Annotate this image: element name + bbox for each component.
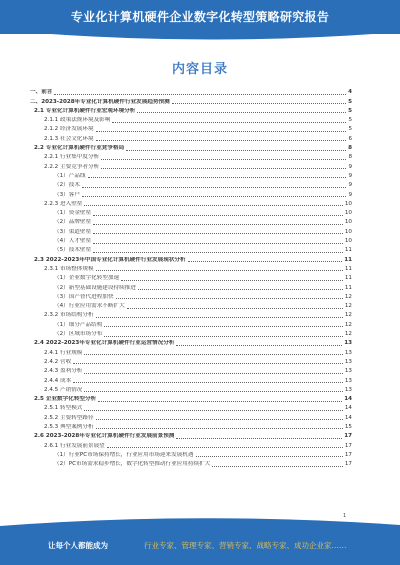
toc-entry-label: 2.5.2 主要转型路径 [44,414,94,421]
toc-entry-label: 2.4.1 行业规模 [44,349,83,356]
toc-entry-page: 6 [348,135,352,142]
toc-leader-dots [137,112,346,113]
toc-entry-page: 12 [344,303,352,310]
toc-entry-page: 10 [344,228,352,235]
toc-entry-page: 13 [344,368,352,375]
toc-entry-label: 二、2023-2028年专业化计算机硬件行业发展趋势预测 [30,98,170,105]
toc-entry-page: 13 [344,386,352,393]
toc-entry-page: 13 [344,377,352,384]
toc-entry-label: （2）新型基础设施建设持续推进 [54,284,136,291]
toc-entry[interactable] [30,319,352,328]
footer-slogan-highlight: 行业专家、管理专家、营销专家、战略专家、成功企业家…… [144,541,347,550]
toc-entry[interactable] [30,357,352,366]
toc-entry-label: （3）客户 [54,191,80,198]
toc-entry[interactable] [30,87,352,96]
toc-entry-page: 5 [348,126,352,133]
toc-entry[interactable] [30,189,352,198]
toc-entry[interactable] [30,403,352,412]
toc-entry-label: （2）PC市场需求稳步增长，数字化转型推动行业应用持续扩大 [54,461,211,468]
toc-entry[interactable] [30,217,352,226]
toc-leader-dots [127,308,343,309]
toc-leader-dots [88,177,347,178]
toc-entry-label: 2.2.3 进入壁垒 [44,200,83,207]
toc-leader-dots [93,233,343,234]
toc-entry[interactable] [30,152,352,161]
toc-entry-page: 4 [348,89,352,96]
toc-entry-label: 2.1.2 经济发展环境 [44,126,94,133]
toc-entry-page: 12 [344,312,352,319]
toc-entry-page: 10 [344,200,352,207]
toc-entry-label: 2.4.3 盈利分析 [44,368,83,375]
toc-entry[interactable] [30,96,352,105]
toc-entry-label: （5）技术壁垒 [54,247,92,254]
toc-entry-page: 17 [344,442,352,449]
toc-leader-dots [196,456,343,457]
toc-title: 内容目录 [171,62,228,77]
toc-entry[interactable] [30,412,352,421]
toc-entry-label: 2.2 专业化计算机硬件行业竞争格局 [34,145,125,152]
toc-entry-page: 8 [348,145,352,152]
toc-entry-label: （2）品牌壁垒 [54,219,92,226]
toc-entry-label: 2.6 2023-2028年专业化计算机硬件行业发展前景预测 [34,433,175,440]
toc-entry[interactable] [30,459,352,468]
toc-entry-label: 2.4 2022-2023年专业化计算机硬件行业运营情况分析 [34,340,175,347]
toc-entry[interactable] [30,440,352,449]
toc-entry-label: （1）资金壁垒 [54,210,92,217]
toc-entry-label: 2.4.2 营收 [44,358,72,365]
toc-leader-dots [104,326,343,327]
toc-entry-label: （4）行业应用需求不断扩大 [54,303,125,310]
toc-entry-label: 2.5 企业数字化转型分析 [34,396,97,403]
toc-entry[interactable] [30,143,352,152]
toc-entry-page: 10 [344,238,352,245]
toc-entry-label: （3）渠道壁垒 [54,228,92,235]
toc-leader-dots [96,419,343,420]
toc-leader-dots [101,159,346,160]
toc-entry[interactable] [30,171,352,180]
toc-entry-label: 2.1 专业化计算机硬件行业宏观环境分析 [34,107,136,114]
toc-entry-page: 9 [348,182,352,189]
toc-leader-dots [96,140,347,141]
toc-leader-dots [93,252,343,253]
toc-leader-dots [98,401,342,402]
toc-leader-dots [84,354,342,355]
toc-leader-dots [96,131,347,132]
toc-entry[interactable] [30,450,352,459]
toc-entry-label: 2.1.3 社会文化环境 [44,135,94,142]
toc-entry-page: 8 [348,154,352,161]
toc-entry-label: 2.5.1 转型模式 [44,405,83,412]
toc-entry[interactable] [30,375,352,384]
toc-leader-dots [84,410,342,411]
toc-leader-dots [176,438,342,439]
toc-entry[interactable] [30,273,352,282]
toc-entry-label: 2.4.5 产销情况 [44,386,83,393]
toc-entry-page: 9 [348,163,352,170]
toc-entry[interactable] [30,245,352,254]
toc-entry[interactable] [30,254,352,263]
toc-leader-dots [93,215,343,216]
toc-leader-dots [101,168,346,169]
toc-leader-dots [93,243,343,244]
toc-entry[interactable] [30,338,352,347]
toc-entry[interactable] [30,301,352,310]
toc-entry[interactable] [30,282,352,291]
toc-entry-page: 14 [344,405,352,412]
toc-entry-page: 5 [348,107,352,114]
toc-leader-dots [107,447,343,448]
toc-leader-dots [112,122,346,123]
table-of-contents [30,87,352,468]
toc-entry-page: 17 [344,433,352,440]
toc-leader-dots [96,428,343,429]
toc-leader-dots [172,103,346,104]
toc-entry[interactable] [30,347,352,356]
toc-entry-page: 17 [344,461,352,468]
toc-entry-page: 13 [344,340,352,347]
toc-entry-label: 2.2.1 行业集中度分析 [44,154,100,161]
toc-entry-label: （1）企业数字化转型加速 [54,275,120,282]
toc-entry[interactable] [30,264,352,273]
toc-entry-label: 2.3 2022-2023年中国专业化计算机硬件行业发展现状分析 [34,256,186,263]
toc-leader-dots [212,466,343,467]
toc-entry-page: 11 [344,284,352,291]
toc-entry-label: （4）人才壁垒 [54,238,92,245]
toc-leader-dots [121,280,343,281]
toc-entry-label: （2）技术 [54,182,80,189]
toc-entry[interactable] [30,236,352,245]
toc-entry-page: 15 [344,423,352,430]
toc-leader-dots [73,363,343,364]
toc-entry[interactable] [30,431,352,440]
toc-entry-page: 11 [344,256,352,263]
toc-entry-label: （2）区域市场分布 [54,331,103,338]
toc-entry-page: 12 [344,321,352,328]
footer-slogan: 让每个人都能成为 [48,541,108,550]
toc-entry-page: 14 [344,414,352,421]
toc-leader-dots [84,205,342,206]
toc-entry-label: 2.1.1 政策法规环境及影响 [44,117,111,124]
toc-entry[interactable] [30,422,352,431]
toc-entry-page: 10 [344,210,352,217]
toc-entry-label: 2.3.2 市场结构分析 [44,312,94,319]
toc-entry[interactable] [30,226,352,235]
toc-entry-label: 2.6.1 行业发展前景展望 [44,442,105,449]
toc-entry[interactable] [30,394,352,403]
toc-entry-page: 9 [348,172,352,179]
toc-entry[interactable] [30,133,352,142]
toc-entry-page: 5 [348,98,352,105]
toc-entry-label: 2.4.4 成本 [44,377,72,384]
toc-entry[interactable] [30,366,352,375]
toc-leader-dots [116,298,343,299]
toc-leader-dots [84,373,342,374]
toc-entry-label: 一、前言 [30,89,53,96]
toc-entry-page: 13 [344,349,352,356]
toc-entry[interactable] [30,310,352,319]
toc-leader-dots [138,289,343,290]
toc-leader-dots [73,382,343,383]
toc-entry[interactable] [30,106,352,115]
toc-entry-page: 10 [344,219,352,226]
report-title: 专业化计算机硬件企业数字化转型策略研究报告 [70,10,330,24]
toc-entry-page: 13 [344,358,352,365]
toc-entry[interactable] [30,329,352,338]
toc-entry-page: 17 [344,451,352,458]
toc-entry-page: 5 [348,117,352,124]
toc-entry-label: （1）产品线 [54,172,86,179]
toc-entry-page: 11 [344,275,352,282]
toc-entry[interactable] [30,208,352,217]
toc-entry-label: （1）行业PC市场保持增长，行业应用市场迎来发展机遇 [54,451,194,458]
toc-entry-label: （3）国产替代进程加快 [54,293,114,300]
toc-entry-page: 12 [344,331,352,338]
toc-leader-dots [54,94,346,95]
toc-entry-page: 11 [344,265,352,272]
toc-leader-dots [176,345,342,346]
toc-entry[interactable] [30,115,352,124]
toc-entry-label: 2.2.2 主要竞争者分析 [44,163,100,170]
toc-entry-page: 11 [344,247,352,254]
toc-entry-page: 12 [344,293,352,300]
toc-leader-dots [104,336,343,337]
toc-entry[interactable] [30,292,352,301]
toc-leader-dots [96,317,343,318]
toc-leader-dots [84,391,342,392]
toc-leader-dots [126,150,346,151]
toc-entry[interactable] [30,385,352,394]
toc-entry[interactable] [30,180,352,189]
toc-entry-page: 9 [348,191,352,198]
toc-entry[interactable] [30,199,352,208]
toc-entry-label: 2.5.3 典型案例分析 [44,423,94,430]
page-number: 1 [343,513,347,519]
toc-leader-dots [82,187,347,188]
toc-leader-dots [82,196,347,197]
toc-entry[interactable] [30,124,352,133]
toc-leader-dots [93,224,343,225]
toc-leader-dots [96,270,343,271]
toc-entry-label: （1）细分产品结构 [54,321,103,328]
toc-entry[interactable] [30,161,352,170]
toc-leader-dots [188,261,343,262]
toc-entry-label: 2.3.1 市场整体规模 [44,265,94,272]
toc-entry-page: 14 [344,396,352,403]
